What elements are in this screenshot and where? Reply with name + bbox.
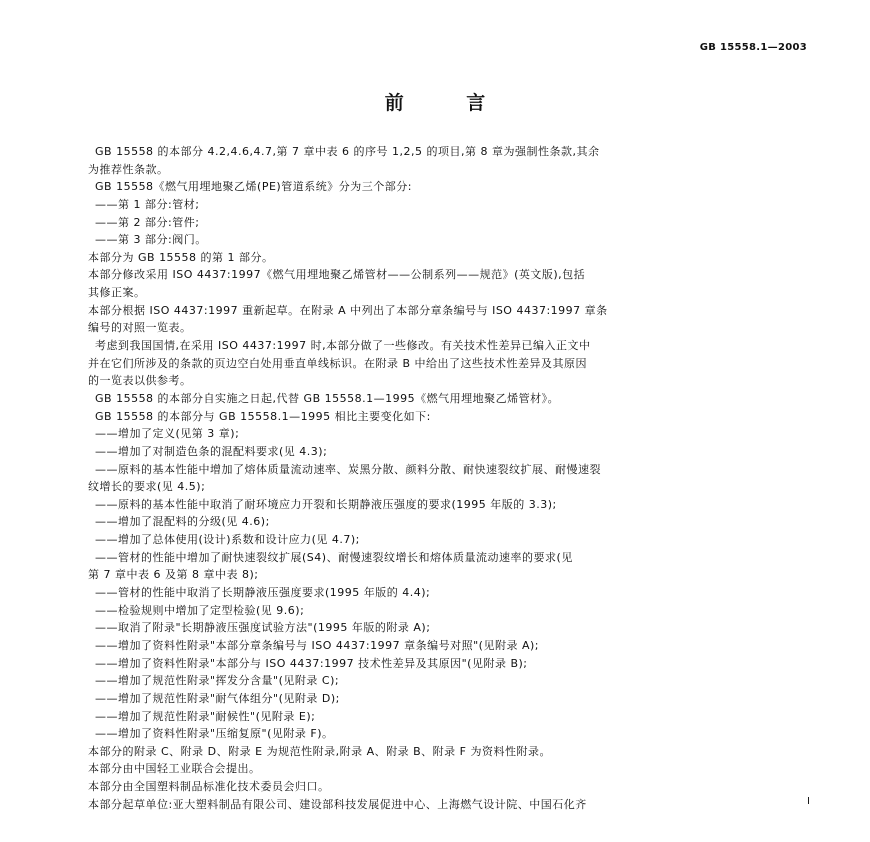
text-line: ——取消了附录"长期静液压强度试验方法"(1995 年版的附录 A); <box>95 621 431 635</box>
text-line: 本部分的附录 C、附录 D、附录 E 为规范性附录,附录 A、附录 B、附录 F 为资料性附录。 <box>88 744 551 758</box>
text-line: 的一览表以供参考。 <box>88 374 192 388</box>
page-title: 前 言 <box>384 92 514 114</box>
text-line: ——检验规则中增加了定型检验(见 9.6); <box>95 603 305 617</box>
text-line: ——增加了资料性附录"压缩复原"(见附录 F)。 <box>95 727 334 741</box>
page-number: I <box>807 796 810 807</box>
text-line: GB 15558 的本部分自实施之日起,代替 GB 15558.1—1995《燃气用埋地聚乙烯管材》。 <box>95 391 560 405</box>
text-line: ——增加了规范性附录"耐候性"(见附录 E); <box>95 709 316 723</box>
text-line: 其修正案。 <box>88 286 146 300</box>
text-line: ——原料的基本性能中取消了耐环境应力开裂和长期静液压强度的要求(1995 年版的 3.3); <box>95 497 557 511</box>
text-line: ——增加了资料性附录"本部分与 ISO 4437:1997 技术性差异及其原因"(见附录 B); <box>95 656 528 670</box>
text-line: ——管材的性能中增加了耐快速裂纹扩展(S4)、耐慢速裂纹增长和熔体质量流动速率的要求(见 <box>95 550 573 564</box>
text-line: GB 15558《燃气用埋地聚乙烯(PE)管道系统》分为三个部分: <box>95 180 412 194</box>
text-line: 本部分根据 ISO 4437:1997 重新起草。在附录 A 中列出了本部分章条编号与 ISO 4437:1997 章条 <box>88 303 608 317</box>
text-line: ——增加了对制造色条的混配料要求(见 4.3); <box>95 444 328 458</box>
text-line: 编号的对照一览表。 <box>88 321 192 335</box>
text-line: ——增加了混配料的分级(见 4.6); <box>95 515 270 529</box>
text-line: ——增加了规范性附录"挥发分含量"(见附录 C); <box>95 674 340 688</box>
text-line: ——第 2 部分:管件; <box>95 215 200 229</box>
text-line: 本部分由中国轻工业联合会提出。 <box>88 762 261 776</box>
text-line: 为推荐性条款。 <box>88 162 169 176</box>
standard-code: GB 15558.1—2003 <box>699 42 807 53</box>
text-line: 本部分修改采用 ISO 4437:1997《燃气用埋地聚乙烯管材——公制系列——规范》(英文版),包括 <box>88 268 586 282</box>
text-line: 本部分起草单位:亚大塑料制品有限公司、建设部科技发展促进中心、上海燃气设计院、中国石化齐 <box>88 797 587 811</box>
text-line: 考虑到我国国情,在采用 ISO 4437:1997 时,本部分做了一些修改。有关技术性差异已编入正文中 <box>95 339 591 353</box>
text-line: ——增加了总体使用(设计)系数和设计应力(见 4.7); <box>95 533 360 547</box>
text-line: 本部分由全国塑料制品标准化技术委员会归口。 <box>88 780 330 794</box>
text-line: ——管材的性能中取消了长期静液压强度要求(1995 年版的 4.4); <box>95 586 431 600</box>
text-line: 第 7 章中表 6 及第 8 章中表 8); <box>88 568 259 582</box>
text-line: GB 15558 的本部分 4.2,4.6,4.7,第 7 章中表 6 的序号 1,2,5 的项目,第 8 章为强制性条款,其余 <box>95 145 600 158</box>
text-line: 本部分为 GB 15558 的第 1 部分。 <box>88 250 274 264</box>
text-line: ——第 3 部分:阀门。 <box>95 233 207 247</box>
text-line: ——第 1 部分:管材; <box>95 197 200 211</box>
text-line: 纹增长的要求(见 4.5); <box>88 480 206 494</box>
foreword-body <box>88 143 810 813</box>
text-line: GB 15558 的本部分与 GB 15558.1—1995 相比主要变化如下: <box>95 409 431 423</box>
text-line: ——原料的基本性能中增加了熔体质量流动速率、炭黑分散、颜料分散、耐快速裂纹扩展、耐慢速裂 <box>95 462 601 476</box>
text-line: 并在它们所涉及的条款的页边空白处用垂直单线标识。在附录 B 中给出了这些技术性差异及其原因 <box>88 356 588 370</box>
text-line: ——增加了定义(见第 3 章); <box>95 427 240 441</box>
text-line: ——增加了规范性附录"耐气体组分"(见附录 D); <box>95 691 340 705</box>
text-line: ——增加了资料性附录"本部分章条编号与 ISO 4437:1997 章条编号对照"(见附录 A); <box>95 638 539 652</box>
